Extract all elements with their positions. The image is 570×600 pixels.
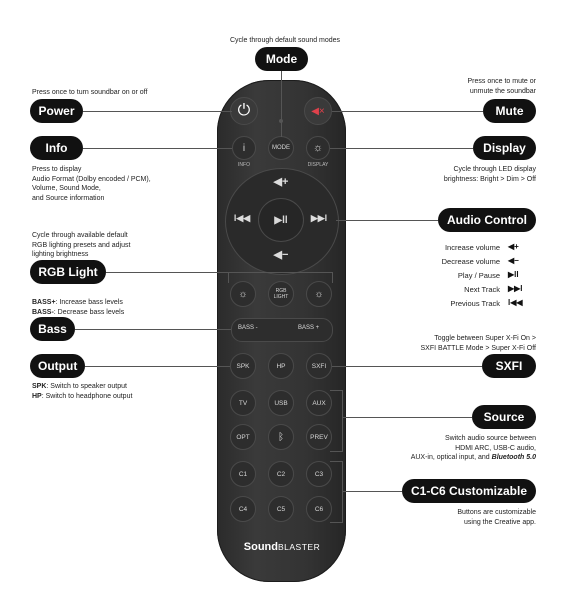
volume-up-icon: ◀+ xyxy=(508,242,519,251)
c5-label: C5 xyxy=(276,505,286,513)
rgb-desc-line: lighting brightness xyxy=(32,251,89,258)
output-callout: Output xyxy=(30,354,85,378)
tv-button[interactable] xyxy=(230,390,256,416)
bass-plus-text: : Increase bass levels xyxy=(55,299,123,306)
custom-leader xyxy=(342,491,402,492)
hp-text: : Switch to headphone output xyxy=(41,392,133,400)
sxfi-label: SXFI xyxy=(311,362,327,370)
info-caption: INFO xyxy=(238,162,250,168)
rgb-leader-h xyxy=(106,272,228,273)
bass-plus-term: BASS+ xyxy=(32,299,56,306)
bass-minus-term: BASS- xyxy=(32,308,54,316)
legend-label: Increase volume xyxy=(444,243,500,252)
bass-callout: Bass xyxy=(30,317,75,341)
power-leader xyxy=(83,111,232,112)
legend-label: Next Track xyxy=(464,285,500,294)
previous-track-icon: l◀◀ xyxy=(508,298,523,307)
bluetooth-icon: ᛒ xyxy=(278,431,284,443)
mute-callout: Mute xyxy=(483,99,536,123)
source-desc-line: Switch audio source between xyxy=(444,435,536,442)
volume-up-button[interactable] xyxy=(264,175,298,193)
brand-sound: Sound xyxy=(243,541,278,553)
source-leader xyxy=(342,417,472,418)
tv-label: TV xyxy=(238,399,248,407)
bass-desc-line xyxy=(32,308,124,318)
custom-bracket xyxy=(330,461,343,523)
display-icon: ☼ xyxy=(312,142,324,154)
spk-text: : Switch to speaker output xyxy=(46,383,127,390)
info-desc-line: and Source information xyxy=(32,194,105,202)
brand-blaster: BLASTER xyxy=(277,542,321,552)
aux-button[interactable] xyxy=(306,390,332,416)
info-desc-line: Audio Format (Dolby encoded / PCM), xyxy=(32,175,151,183)
legend-label: Previous Track xyxy=(450,299,500,308)
rgb-light-callout: RGB Light xyxy=(30,260,106,284)
bass-minus-text: : Decrease bass levels xyxy=(53,308,125,316)
bluetooth-button[interactable] xyxy=(268,424,294,450)
next-track-icon: ▶▶l xyxy=(310,213,328,223)
info-button[interactable] xyxy=(232,136,256,160)
bass-plus-button[interactable]: BASS + xyxy=(298,325,320,331)
mode-leader xyxy=(281,71,282,137)
bluetooth-version: Bluetooth 5.0 xyxy=(491,454,536,461)
mute-icon: ◀× xyxy=(311,105,325,117)
c2-button[interactable] xyxy=(268,461,294,487)
brightness-icon: ☼ xyxy=(314,288,324,300)
spk-label: SPK xyxy=(236,362,250,370)
source-description xyxy=(400,434,536,463)
usb-label: USB xyxy=(274,399,288,407)
source-bracket xyxy=(330,390,343,452)
output-description xyxy=(32,382,132,401)
rgb-desc-line: Cycle through available default xyxy=(32,232,128,239)
c3-label: C3 xyxy=(314,470,324,478)
rgb-description xyxy=(32,231,130,260)
prev-label: PREV xyxy=(310,433,328,441)
opt-label: OPT xyxy=(236,433,250,441)
opt-button[interactable] xyxy=(230,424,256,450)
prev-source-button[interactable] xyxy=(306,424,332,450)
display-callout: Display xyxy=(473,136,536,160)
aux-label: AUX xyxy=(312,399,326,407)
volume-down-button[interactable] xyxy=(264,248,298,266)
info-leader xyxy=(83,148,232,149)
mode-button[interactable] xyxy=(268,136,294,160)
c1-button[interactable] xyxy=(230,461,256,487)
bass-desc-line xyxy=(32,298,124,308)
mute-leader xyxy=(332,111,483,112)
rgb-label: RGB xyxy=(275,288,287,294)
c1-label: C1 xyxy=(238,470,248,478)
spk-term: SPK xyxy=(32,383,47,390)
source-desc-text: AUX-in, optical input, and xyxy=(410,454,490,461)
hp-label: HP xyxy=(276,362,286,370)
output-desc-line xyxy=(32,392,132,402)
sxfi-desc-line: Toggle between Super X-Fi On > xyxy=(434,335,536,342)
sxfi-callout: SXFI xyxy=(482,354,536,378)
power-icon: ⏻ xyxy=(237,102,251,119)
mode-callout: Mode xyxy=(255,47,308,71)
light-label: LIGHT xyxy=(273,294,289,300)
power-button[interactable] xyxy=(230,97,258,125)
source-callout: Source xyxy=(472,405,536,429)
volume-up-icon: ◀+ xyxy=(273,176,289,188)
info-desc-line: Press to display xyxy=(32,166,82,173)
volume-down-icon: ◀− xyxy=(508,256,519,265)
c6-button[interactable] xyxy=(306,496,332,522)
c6-label: C6 xyxy=(314,505,324,513)
mute-description xyxy=(430,77,536,96)
rgb-light-button[interactable] xyxy=(268,281,294,307)
custom-desc-line: using the Creative app. xyxy=(464,518,536,526)
mute-desc-line: unmute the soundbar xyxy=(469,87,536,95)
display-description xyxy=(406,165,536,184)
display-caption: DISPLAY xyxy=(307,162,329,168)
spk-button[interactable] xyxy=(230,353,256,379)
hp-term: HP xyxy=(32,392,42,400)
legend-label: Play / Pause xyxy=(457,271,500,280)
play-pause-button[interactable] xyxy=(258,198,304,242)
mute-desc-line: Press once to mute or xyxy=(467,78,536,85)
c3-button[interactable] xyxy=(306,461,332,487)
rgb-brightness-down-button[interactable] xyxy=(230,281,256,307)
audio-control-leader xyxy=(336,220,438,221)
mode-label: MODE xyxy=(272,145,290,151)
bass-minus-button[interactable]: BASS - xyxy=(238,325,258,331)
sxfi-desc-line: SXFI BATTLE Mode > Super X-Fi Off xyxy=(420,344,536,352)
rgb-bracket xyxy=(228,272,333,283)
legend-label: Decrease volume xyxy=(441,257,500,266)
info-icon: i xyxy=(242,142,246,154)
mute-button[interactable] xyxy=(304,97,332,125)
bass-leader xyxy=(75,329,231,330)
display-button[interactable] xyxy=(306,136,330,160)
output-desc-line xyxy=(32,382,132,392)
display-desc-line: Cycle through LED display xyxy=(453,166,536,173)
sxfi-button[interactable] xyxy=(306,353,332,379)
audio-control-callout: Audio Control xyxy=(438,208,536,232)
info-description xyxy=(32,165,151,203)
next-track-button[interactable] xyxy=(306,213,332,227)
c4-button[interactable] xyxy=(230,496,256,522)
display-leader xyxy=(330,148,473,149)
volume-down-icon: ◀− xyxy=(273,249,289,261)
display-desc-line: brightness: Bright > Dim > Off xyxy=(443,175,536,183)
custom-description xyxy=(410,508,536,527)
play-pause-icon: ▶ll xyxy=(274,214,288,226)
custom-callout: C1-C6 Customizable xyxy=(402,479,536,503)
info-desc-line: Volume, Sound Mode, xyxy=(32,185,101,192)
previous-track-icon: l◀◀ xyxy=(233,213,251,223)
source-desc-line: HDMI ARC, USB-C audio, xyxy=(455,444,536,452)
sxfi-description xyxy=(380,334,536,353)
hp-button[interactable] xyxy=(268,353,294,379)
output-leader xyxy=(85,366,230,367)
next-track-icon: ▶▶l xyxy=(508,284,523,293)
previous-track-button[interactable] xyxy=(229,213,255,227)
custom-desc-line: Buttons are customizable xyxy=(457,509,536,516)
bass-description xyxy=(32,298,124,317)
mode-description: Cycle through default sound modes xyxy=(229,37,341,44)
rgb-desc-line: RGB lighting presets and adjust xyxy=(32,241,131,249)
info-callout: Info xyxy=(30,136,83,160)
play-pause-icon: ▶ll xyxy=(508,270,519,279)
c4-label: C4 xyxy=(238,505,248,513)
c2-label: C2 xyxy=(276,470,286,478)
c5-button[interactable] xyxy=(268,496,294,522)
usb-button[interactable] xyxy=(268,390,294,416)
sxfi-leader xyxy=(332,366,482,367)
power-callout: Power xyxy=(30,99,83,123)
brightness-icon: ☼ xyxy=(238,288,248,300)
source-desc-line xyxy=(400,453,536,463)
power-description: Press once to turn soundbar on or off xyxy=(32,89,148,96)
rgb-brightness-up-button[interactable] xyxy=(306,281,332,307)
brand-logo xyxy=(232,537,332,555)
